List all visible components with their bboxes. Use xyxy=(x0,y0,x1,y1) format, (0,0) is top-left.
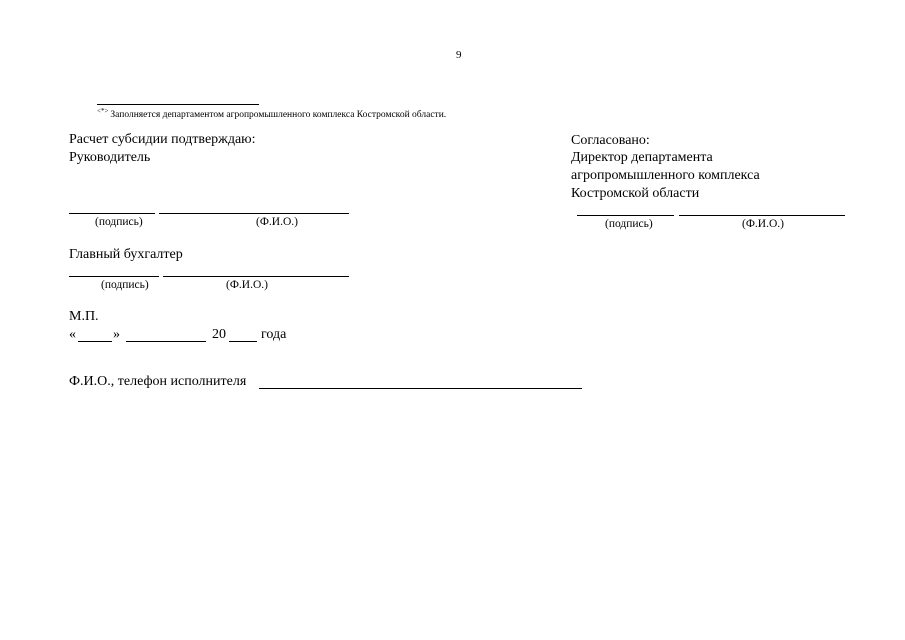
date-year-prefix: 20 xyxy=(212,327,226,342)
accountant-title: Главный бухгалтер xyxy=(69,247,183,262)
accountant-name-caption: (Ф.И.О.) xyxy=(226,279,268,291)
confirm-heading: Расчет субсидии подтверждаю: xyxy=(69,132,256,147)
head-name-line xyxy=(159,213,349,214)
accountant-name-line xyxy=(163,276,349,277)
page-number: 9 xyxy=(456,49,462,61)
director-name-line xyxy=(679,215,845,216)
head-signature-caption: (подпись) xyxy=(95,216,143,228)
footnote-separator xyxy=(97,104,259,105)
footnote-marker: <*> xyxy=(97,107,109,115)
head-name-caption: (Ф.И.О.) xyxy=(256,216,298,228)
date-month-line xyxy=(126,341,206,342)
agreed-heading: Согласовано: xyxy=(571,133,650,148)
director-line-3: Костромской области xyxy=(571,186,700,201)
date-year-suffix: года xyxy=(261,327,287,342)
director-line-1: Директор департамента xyxy=(571,150,713,165)
director-signature-line xyxy=(577,215,674,216)
executor-line xyxy=(259,388,582,389)
footnote xyxy=(97,107,446,120)
accountant-signature-caption: (подпись) xyxy=(101,279,149,291)
director-line-2: агропромышленного комплекса xyxy=(571,168,760,183)
director-signature-caption: (подпись) xyxy=(605,218,653,230)
accountant-signature-line xyxy=(69,276,159,277)
date-year-line xyxy=(229,341,257,342)
date-day-line xyxy=(78,341,112,342)
director-name-caption: (Ф.И.О.) xyxy=(742,218,784,230)
date-close-quote: » xyxy=(113,327,120,342)
date-open-quote: « xyxy=(69,327,76,342)
head-signature-line xyxy=(69,213,155,214)
head-title: Руководитель xyxy=(69,150,151,165)
footnote-text: Заполняется департаментом агропромышленного комплекса Костромской области. xyxy=(110,110,447,121)
executor-label: Ф.И.О., телефон исполнителя xyxy=(69,374,247,389)
seal-label: М.П. xyxy=(69,309,99,324)
